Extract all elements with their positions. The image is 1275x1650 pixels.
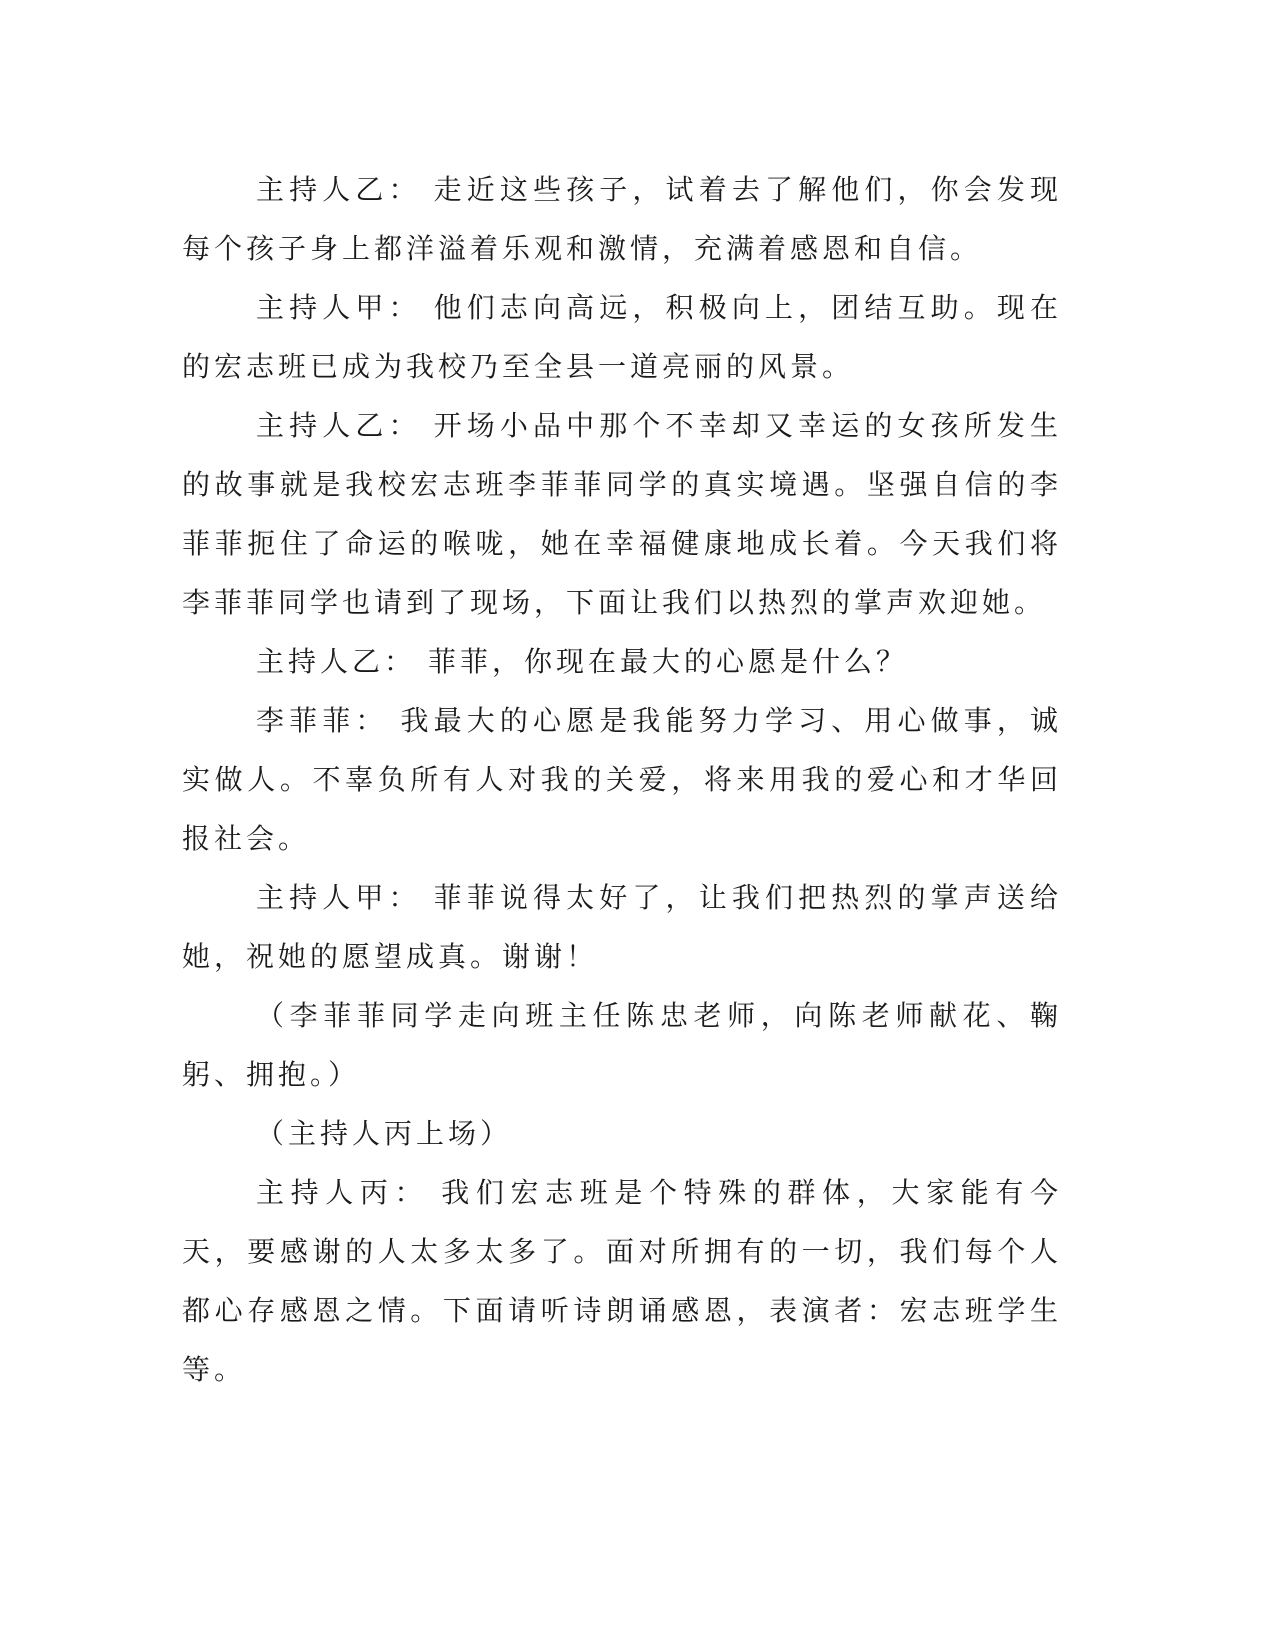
paragraph-text: 菲菲说得太好了，让我们把热烈的掌声送给她，祝她的愿望成真。谢谢！ [182, 881, 1062, 973]
speaker-label: 主持人乙： [256, 645, 417, 678]
paragraph-text: 走近这些孩子，试着去了解他们，你会发现每个孩子身上都洋溢着乐观和激情，充满着感恩和自信。 [182, 173, 1062, 265]
paragraph-text: 菲菲，你现在最大的心愿是什么？ [428, 645, 909, 678]
speaker-label: 主持人甲： [256, 291, 422, 324]
paragraph-text: 我们宏志班是个特殊的群体，大家能有今天，要感谢的人太多太多了。面对所拥有的一切，我们每个人都心存感恩之情。下面请听诗朗诵感恩，表演者：宏志班学生 等。 [182, 1176, 1062, 1386]
paragraph [182, 632, 1062, 691]
speaker-label: 主持人乙： [256, 409, 422, 442]
speaker-label: 主持人甲： [256, 881, 422, 914]
speaker-label: 主持人乙： [256, 173, 422, 206]
paragraph [182, 691, 1062, 868]
speaker-label: 主持人丙： [256, 1176, 430, 1209]
paragraph [182, 278, 1062, 396]
paragraph [182, 868, 1062, 986]
paragraph [182, 396, 1062, 632]
paragraph-text: 他们志向高远，积极向上，团结互助。现在的宏志班已成为我校乃至全县一道亮丽的风景。 [182, 291, 1062, 383]
paragraph-text: （李菲菲同学走向班主任陈忠老师，向陈老师献花、鞠躬、拥抱。） [182, 999, 1062, 1091]
stage-direction [182, 986, 1062, 1104]
stage-direction [182, 1104, 1062, 1163]
paragraph-text: 我最大的心愿是我能努力学习、用心做事，诚实做人。不辜负所有人对我的关爱，将来用我的爱心和才华回报社会。 [182, 704, 1062, 855]
document-body [182, 160, 1062, 1399]
paragraph [182, 160, 1062, 278]
paragraph [182, 1163, 1062, 1399]
speaker-label: 李菲菲： [256, 704, 389, 737]
paragraph-text: （主持人丙上场） [256, 1117, 513, 1150]
paragraph-text: 开场小品中那个不幸却又幸运的女孩所发生的故事就是我校宏志班李菲菲同学的真实境遇。坚强自信的李菲菲扼住了命运的喉咙，她在幸福健康地成长着。今天我们将李菲菲同学也请到了现场，下面让我们以热烈的掌声欢迎她。 [182, 409, 1062, 619]
